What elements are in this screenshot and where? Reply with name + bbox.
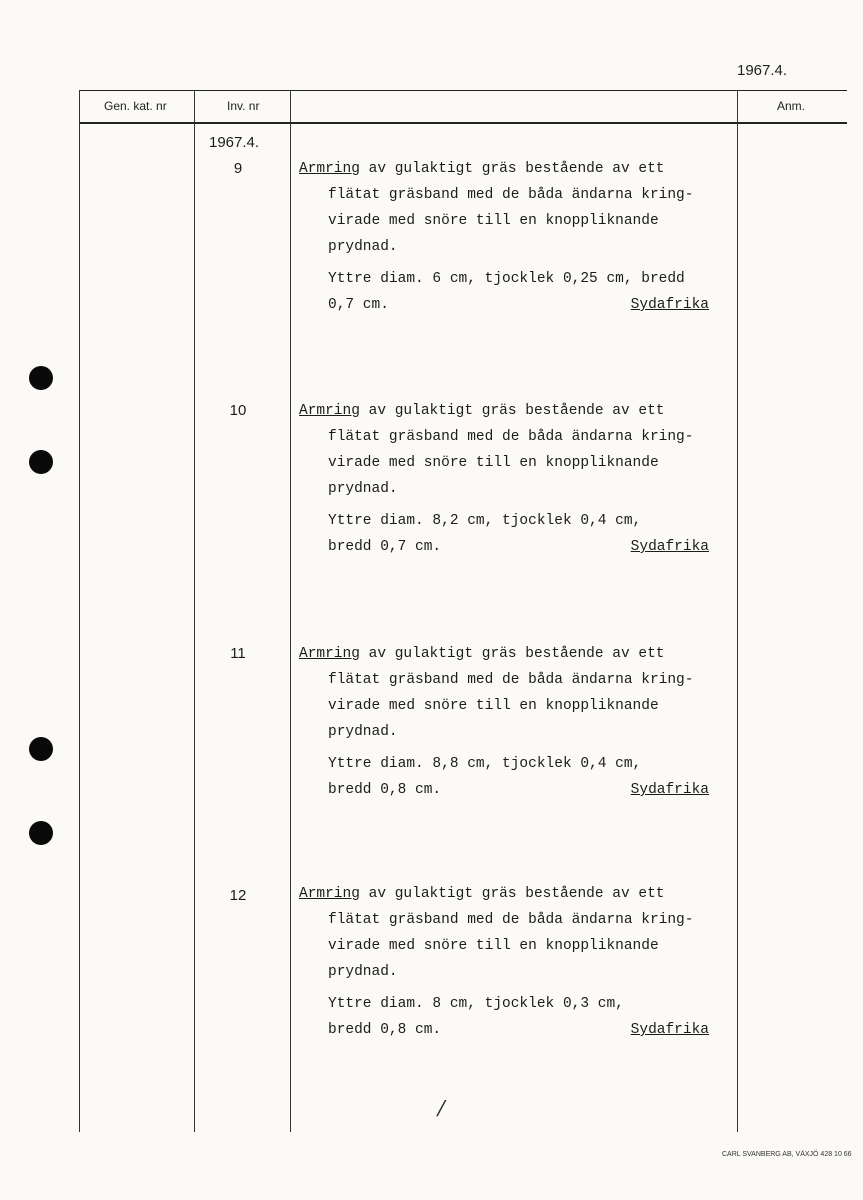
punch-hole <box>29 366 53 390</box>
catalog-entry <box>299 881 719 1043</box>
entry-region: Sydafrika <box>630 1022 709 1038</box>
entry-text: flätat gräsband med de båda ändarna kring- <box>328 912 694 928</box>
entry-keyword: Armring <box>299 403 360 419</box>
header-gen-kat-nr: Gen. kat. nr <box>104 99 167 113</box>
punch-hole <box>29 821 53 845</box>
entry-keyword: Armring <box>299 886 360 902</box>
entry-measurements: Yttre diam. 8,8 cm, tjocklek 0,4 cm, <box>328 756 642 772</box>
column-rule <box>194 90 195 1132</box>
column-rule <box>79 90 80 1132</box>
entry-keyword: Armring <box>299 646 360 662</box>
header-inv-nr: Inv. nr <box>227 99 260 113</box>
entry-measurements: Yttre diam. 6 cm, tjocklek 0,25 cm, bredd <box>328 271 685 287</box>
inventory-number: 9 <box>233 160 243 177</box>
entry-measurements: bredd 0,8 cm. <box>328 782 442 798</box>
entry-text: flätat gräsband med de båda ändarna kring- <box>328 672 694 688</box>
entry-text: virade med snöre till en knoppliknande <box>328 455 659 471</box>
entry-text: virade med snöre till en knoppliknande <box>328 698 659 714</box>
entry-text: prydnad. <box>328 724 398 740</box>
punch-hole <box>29 450 53 474</box>
header-anm: Anm. <box>777 99 806 113</box>
column-rule <box>737 90 738 1132</box>
entry-text: virade med snöre till en knoppliknande <box>328 213 659 229</box>
printer-footer: CARL SVANBERG AB, VÄXJÖ 428 10 66 <box>722 1151 852 1158</box>
entry-text: prydnad. <box>328 964 398 980</box>
entry-measurements: 0,7 cm. <box>328 297 389 313</box>
entry-region: Sydafrika <box>630 297 709 313</box>
entry-region: Sydafrika <box>630 782 709 798</box>
end-mark: / <box>434 1096 448 1121</box>
entry-keyword: Armring <box>299 161 360 177</box>
entry-text: flätat gräsband med de båda ändarna kring- <box>328 187 694 203</box>
entry-text: av gulaktigt gräs bestående av ett <box>359 403 665 419</box>
inventory-number: 11 <box>230 645 246 662</box>
column-rule <box>290 90 291 1132</box>
entry-text: av gulaktigt gräs bestående av ett <box>359 886 665 902</box>
entry-text: flätat gräsband med de båda ändarna kring- <box>328 429 694 445</box>
inventory-number: 12 <box>229 887 247 904</box>
entry-measurements: Yttre diam. 8 cm, tjocklek 0,3 cm, <box>328 996 624 1012</box>
catalog-entry <box>299 156 719 318</box>
punch-hole <box>29 737 53 761</box>
entry-text: virade med snöre till en knoppliknande <box>328 938 659 954</box>
entry-text: prydnad. <box>328 481 398 497</box>
top-identifier: 1967.4. <box>737 62 788 79</box>
entry-region: Sydafrika <box>630 539 709 555</box>
entry-text: prydnad. <box>328 239 398 255</box>
inventory-number: 10 <box>229 402 247 419</box>
entry-text: av gulaktigt gräs bestående av ett <box>359 646 665 662</box>
inventory-series: 1967.4. <box>209 134 260 151</box>
entry-text: av gulaktigt gräs bestående av ett <box>359 161 665 177</box>
entry-measurements: Yttre diam. 8,2 cm, tjocklek 0,4 cm, <box>328 513 642 529</box>
entry-measurements: bredd 0,8 cm. <box>328 1022 442 1038</box>
entry-measurements: bredd 0,7 cm. <box>328 539 442 555</box>
catalog-entry <box>299 398 719 560</box>
catalog-entry <box>299 641 719 803</box>
